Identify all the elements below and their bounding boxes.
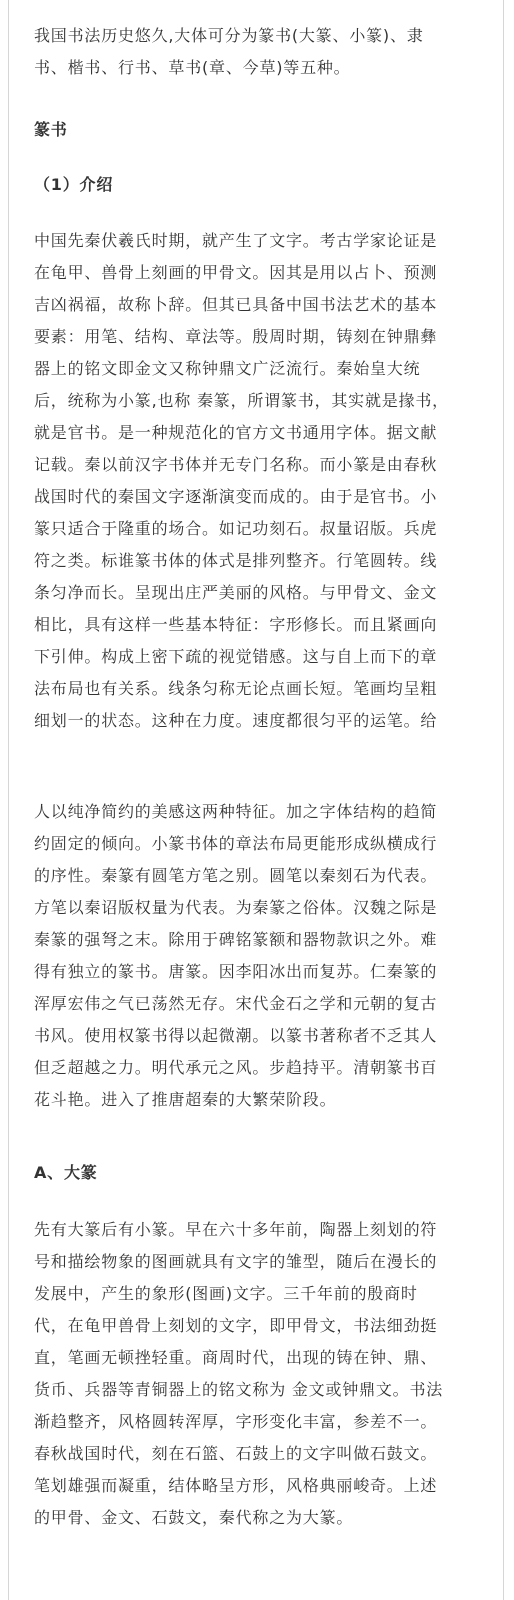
paragraph-3 [34, 1214, 486, 1534]
heading-text: 篆书 [34, 120, 68, 139]
subsection-heading-dazhuan [34, 1157, 486, 1189]
text-line: 书风。使用权篆书得以起微潮。以篆书著称者不乏其人 [34, 1026, 438, 1045]
paragraph-1 [34, 225, 486, 737]
text-line: 符之类。标谁篆书体的体式是排列整齐。行笔圆转。线 [34, 551, 438, 570]
section-heading-zhuanshu [34, 114, 486, 146]
text-line: 秦篆的强弩之末。除用于碑铭篆额和器物款识之外。难 [34, 930, 438, 949]
subsection-heading-intro [34, 169, 486, 201]
text-line: 直，笔画无顿挫轻重。商周时代，出现的铸在钟、鼎、 [34, 1348, 438, 1367]
text-line: 篆只适合于隆重的场合。如记功刻石。叔量诏版。兵虎 [34, 519, 438, 538]
text-line: 相比，具有这样一些基本特征：字形修长。而且紧画向 [34, 615, 438, 634]
heading-text: （1）介绍 [34, 175, 114, 194]
text-line: 渐趋整齐，风格圆转浑厚，字形变化丰富，参差不一。 [34, 1412, 438, 1431]
text-line: 条匀净而长。呈现出庄严美丽的风格。与甲骨文、金文 [34, 583, 438, 602]
text-line: 春秋战国时代，刻在石篮、石鼓上的文字叫做石鼓文。 [34, 1444, 438, 1463]
text-line: 笔划雄强而凝重，结体略呈方形，风格典丽峻奇。上述 [34, 1476, 438, 1495]
text-line: 书、楷书、行书、草书(章、今草)等五种。 [34, 58, 351, 77]
text-line: 我国书法历史悠久,大体可分为篆书(大篆、小篆)、隶 [34, 26, 424, 45]
text-line: 先有大篆后有小篆。早在六十多年前，陶器上刻划的符 [34, 1220, 438, 1239]
paragraph-2 [34, 796, 486, 1116]
text-line: 代，在龟甲兽骨上刻划的文字，即甲骨文，书法细劲挺 [34, 1316, 438, 1335]
text-line: 浑厚宏伟之气已荡然无存。宋代金石之学和元朝的复古 [34, 994, 438, 1013]
text-line: 得有独立的篆书。唐篆。因李阳冰出而复苏。仁秦篆的 [34, 962, 438, 981]
text-line: 后，统称为小篆,也称 秦篆，所谓篆书，其实就是掾书， [34, 391, 449, 410]
text-line: 的甲骨、金文、石鼓文，秦代称之为大篆。 [34, 1508, 354, 1527]
text-line: 记载。秦以前汉字书体并无专门名称。而小篆是由春秋 [34, 455, 438, 474]
text-line: 器上的铭文即金文又称钟鼎文广泛流行。秦始皇大统 [34, 359, 421, 378]
text-line: 的序性。秦篆有圆笔方笔之别。圆笔以秦刻石为代表。 [34, 866, 438, 885]
right-border-line [503, 0, 504, 1600]
text-line: 中国先秦伏羲氏时期，就产生了文字。考古学家论证是 [34, 231, 438, 250]
intro-paragraph [34, 20, 486, 84]
text-line: 约固定的倾向。小篆书体的章法布局更能形成纵横成行 [34, 834, 438, 853]
text-line: 战国时代的秦国文字逐渐演变而成的。由于是官书。小 [34, 487, 438, 506]
text-line: 法布局也有关系。线条匀称无论点画长短。笔画均呈粗 [34, 679, 438, 698]
text-line: 要素：用笔、结构、章法等。殷周时期，铸刻在钟鼎彝 [34, 327, 438, 346]
text-line: 花斗艳。进入了推唐超秦的大繁荣阶段。 [34, 1090, 337, 1109]
text-line: 细划一的状态。这种在力度。速度都很匀平的运笔。给 [34, 711, 438, 730]
text-line: 吉凶祸福，故称卜辞。但其已具备中国书法艺术的基本 [34, 295, 438, 314]
text-line: 下引伸。构成上密下疏的视觉错感。这与自上而下的章 [34, 647, 438, 666]
text-line: 就是官书。是一种规范化的官方文书通用字体。据文献 [34, 423, 438, 442]
text-line: 发展中，产生的象形(图画)文字。三千年前的殷商时 [34, 1284, 418, 1303]
text-line: 但乏超越之力。明代承元之风。步趋持平。清朝篆书百 [34, 1058, 438, 1077]
text-line: 货币、兵器等青铜器上的铭文称为 金文或钟鼎文。书法 [34, 1380, 444, 1399]
text-line: 方笔以秦诏版权量为代表。为秦篆之俗体。汉魏之际是 [34, 898, 438, 917]
left-border-line [8, 0, 9, 1600]
text-line: 在龟甲、兽骨上刻画的甲骨文。因其是用以占卜、预测 [34, 263, 438, 282]
text-line: 号和描绘物象的图画就具有文字的雏型，随后在漫长的 [34, 1252, 438, 1271]
heading-text: A、大篆 [34, 1163, 98, 1182]
text-line: 人以纯净简约的美感这两种特征。加之字体结构的趋简 [34, 802, 438, 821]
